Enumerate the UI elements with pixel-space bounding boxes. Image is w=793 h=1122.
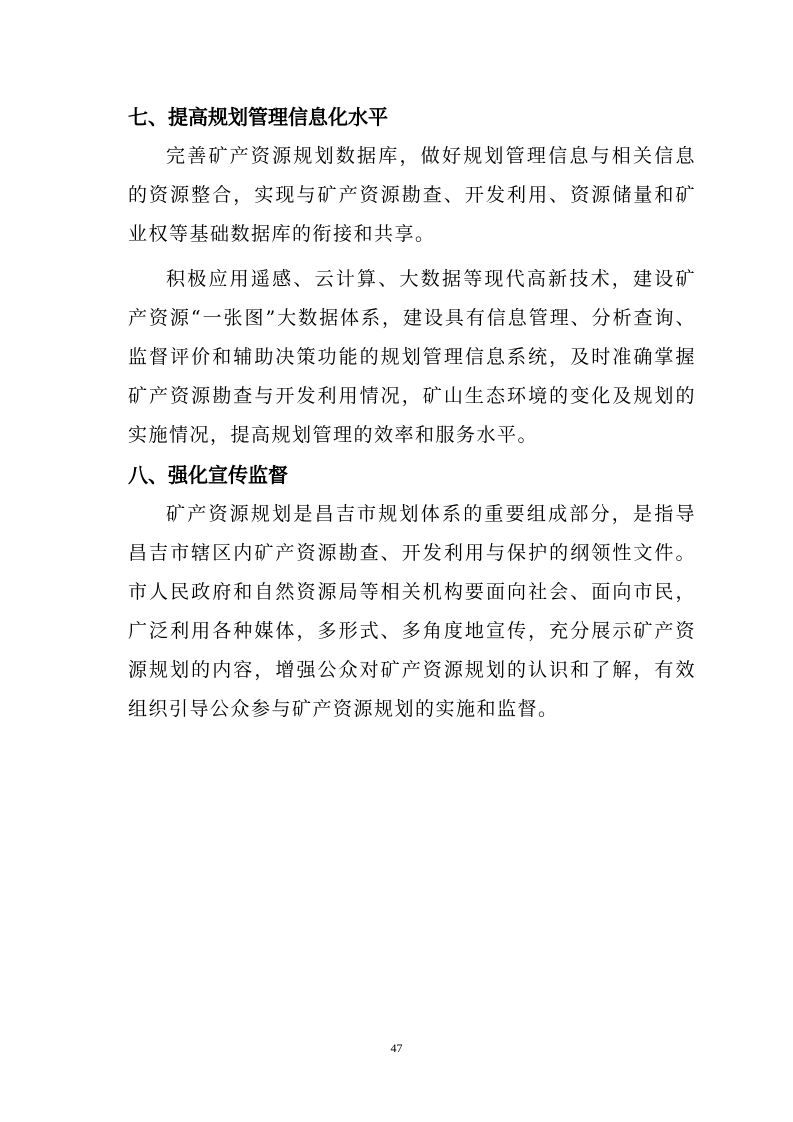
section-heading-7: 七、提高规划管理信息化水平	[128, 105, 388, 129]
section-heading-8: 八、强化宣传监督	[128, 463, 288, 487]
paragraph-technology: 积极应用遥感、云计算、大数据等现代高新技术，建设矿产资源“一张图”大数据体系，建设具有信息管理、分析查询、监督评价和辅助决策功能的规划管理信息系统，及时准确掌握矿产资源勘查与开发利用情况，矿山生态环境的变化及规划的实施情况，提高规划管理的效率和服务水平。	[128, 268, 696, 446]
page-content	[128, 97, 696, 729]
page-number: 47	[390, 1041, 403, 1055]
paragraph-publicity: 矿产资源规划是昌吉市规划体系的重要组成部分，是指导昌吉市辖区内矿产资源勘查、开发利用与保护的纲领性文件。市人民政府和自然资源局等相关机构要面向社会、面向市民，广泛利用各种媒体，多形式、多角度地宣传，充分展示矿产资源规划的内容，增强公众对矿产资源规划的认识和了解，有效组织引导公众参与矿产资源规划的实施和监督。	[128, 503, 696, 720]
paragraph-database: 完善矿产资源规划数据库，做好规划管理信息与相关信息的资源整合，实现与矿产资源勘查、开发利用、资源储量和矿业权等基础数据库的衔接和共享。	[128, 145, 696, 245]
